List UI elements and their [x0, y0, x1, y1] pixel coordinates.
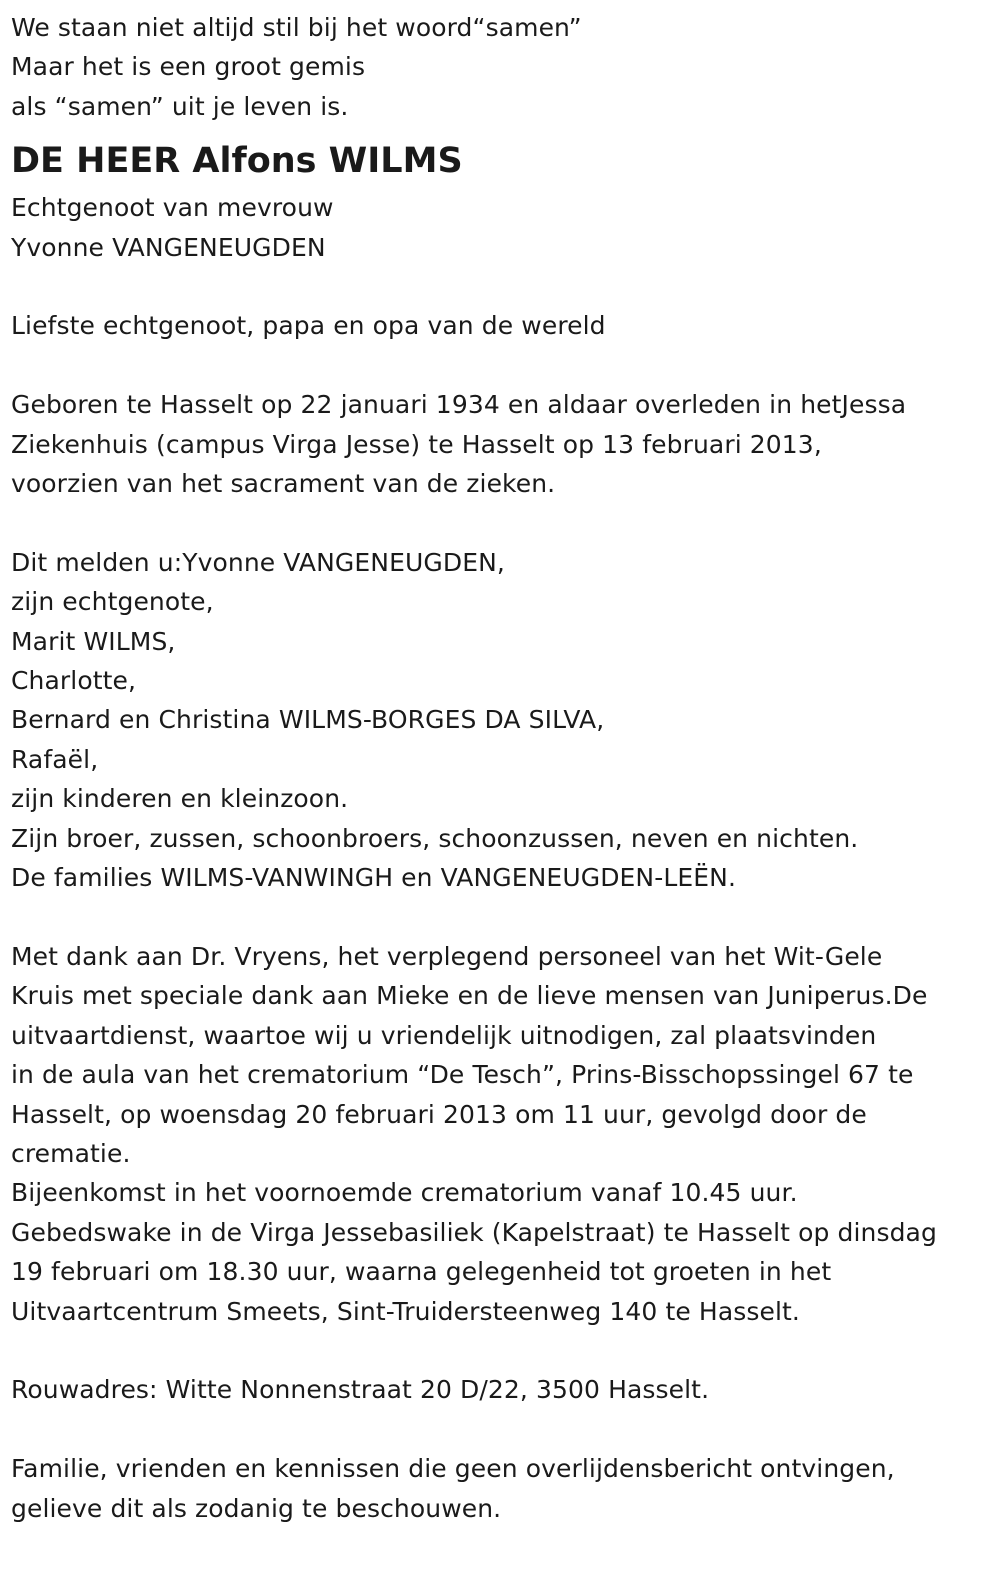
family-line: De families WILMS-VANWINGH en VANGENEUGDEN-LEËN. — [11, 863, 737, 893]
family-line: Bernard en Christina WILMS-BORGES DA SILVA, — [11, 705, 605, 735]
service-line: Gebedswake in de Virga Jessebasiliek (Kapelstraat) te Hasselt op dinsdag — [11, 1217, 937, 1247]
spacer — [11, 346, 1000, 385]
spouse-intro-line: Yvonne VANGENEUGDEN — [11, 232, 326, 262]
birth-death-paragraph — [11, 385, 1000, 503]
family-line: Rafaël, — [11, 744, 99, 774]
service-line: Bijeenkomst in het voornoemde crematorium vanaf 10.45 uur. — [11, 1178, 798, 1208]
spacer — [11, 897, 1000, 936]
family-list — [11, 543, 1000, 898]
closing-line: gelieve dit als zodanig te beschouwen. — [11, 1493, 502, 1523]
service-line: Hasselt, op woensdag 20 februari 2013 om 11 uur, gevolgd door de — [11, 1099, 867, 1129]
service-paragraph — [11, 937, 1000, 1331]
service-line: Met dank aan Dr. Vryens, het verplegend personeel van het Wit-Gele — [11, 941, 883, 971]
closing-paragraph — [11, 1449, 1000, 1528]
service-line: Uitvaartcentrum Smeets, Sint-Truidersteenweg 140 te Hasselt. — [11, 1296, 800, 1326]
poem-line: We staan niet altijd stil bij het woord“samen” — [11, 13, 582, 42]
family-line: Zijn broer, zussen, schoonbroers, schoonzussen, neven en nichten. — [11, 823, 859, 853]
spacer — [11, 267, 1000, 306]
family-line: zijn echtgenote, — [11, 587, 214, 617]
service-line: 19 februari om 18.30 uur, waarna gelegenheid tot groeten in het — [11, 1257, 832, 1287]
poem — [11, 8, 1000, 126]
tagline: Liefste echtgenoot, papa en opa van de wereld — [11, 311, 606, 341]
spouse-intro — [11, 188, 1000, 267]
poem-line: Maar het is een groot gemis — [11, 52, 366, 82]
spacer — [11, 1410, 1000, 1449]
spacer — [11, 503, 1000, 542]
mourning-address: Rouwadres: Witte Nonnenstraat 20 D/22, 3500 Hasselt. — [11, 1375, 710, 1405]
family-line: Marit WILMS, — [11, 626, 176, 656]
service-line: Kruis met speciale dank aan Mieke en de lieve mensen van Juniperus.De — [11, 981, 928, 1011]
deceased-name: DE HEER Alfons WILMS — [11, 141, 463, 182]
family-line: Charlotte, — [11, 666, 137, 696]
birth-death-line: voorzien van het sacrament van de zieken. — [11, 469, 556, 499]
family-line: Dit melden u:Yvonne VANGENEUGDEN, — [11, 547, 505, 577]
spacer — [11, 1331, 1000, 1370]
family-line: zijn kinderen en kleinzoon. — [11, 784, 349, 814]
poem-line: als “samen” uit je leven is. — [11, 91, 349, 121]
service-line: uitvaartdienst, waartoe wij u vriendelijk uitnodigen, zal plaatsvinden — [11, 1020, 877, 1050]
birth-death-line: Geboren te Hasselt op 22 januari 1934 en aldaar overleden in hetJessa — [11, 390, 907, 420]
service-line: crematie. — [11, 1138, 131, 1168]
service-line: in de aula van het crematorium “De Tesch”, Prins-Bisschopssingel 67 te — [11, 1060, 914, 1090]
birth-death-line: Ziekenhuis (campus Virga Jesse) te Hasselt op 13 februari 2013, — [11, 429, 822, 459]
spouse-intro-line: Echtgenoot van mevrouw — [11, 193, 334, 223]
closing-line: Familie, vrienden en kennissen die geen overlijdensbericht ontvingen, — [11, 1454, 895, 1484]
